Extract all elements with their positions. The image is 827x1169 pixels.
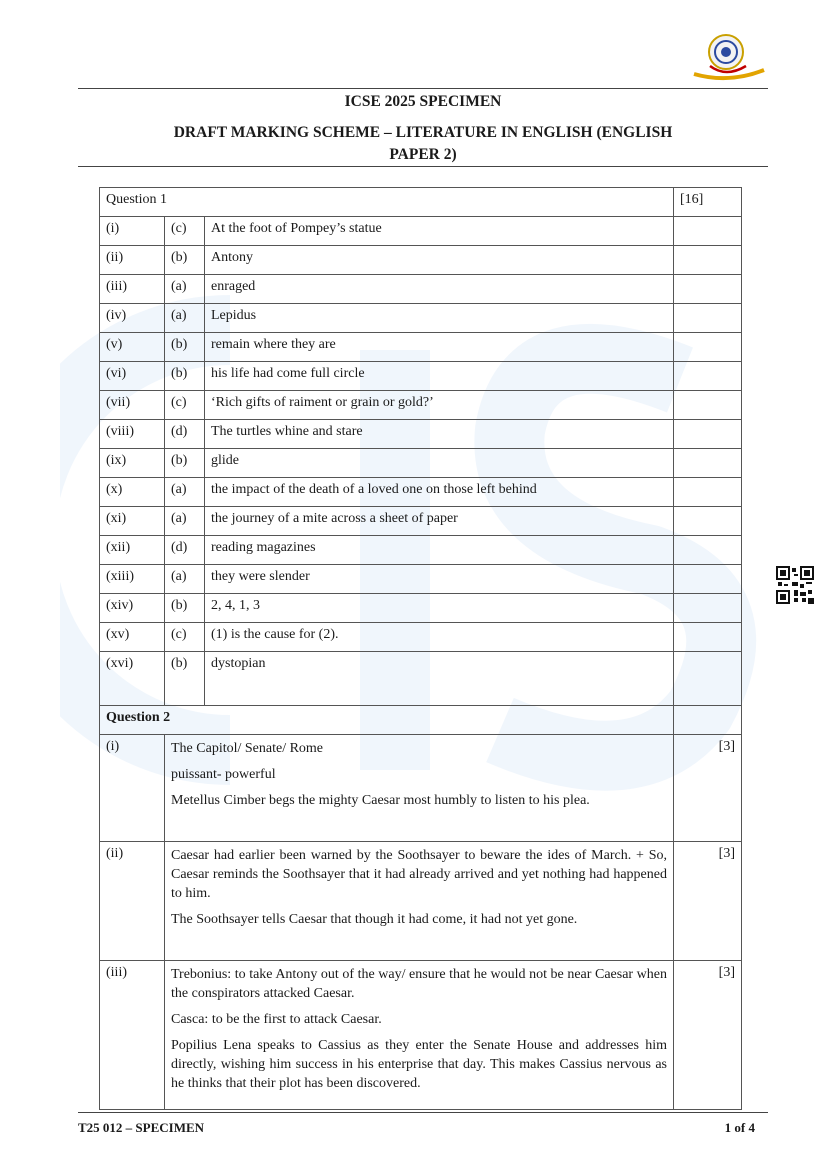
question-2-header-row (100, 706, 742, 735)
item-marks-cell (674, 594, 742, 623)
table-row (100, 246, 742, 275)
table-row (100, 420, 742, 449)
item-number: (x) (100, 478, 165, 507)
item-option: (a) (165, 565, 205, 594)
item-marks-cell (674, 246, 742, 275)
table-row (100, 536, 742, 565)
part-answer (165, 842, 674, 961)
answer-line: The Soothsayer tells Caesar that though it had come, it had not yet gone. (171, 912, 578, 927)
item-option: (b) (165, 333, 205, 362)
page-subtitle-line1: DRAFT MARKING SCHEME – LITERATURE IN ENGLISH (ENGLISH (173, 124, 673, 141)
footer-rule (78, 1112, 768, 1113)
question-1-header-row (100, 188, 742, 217)
item-answer: At the foot of Pompey’s statue (205, 217, 674, 246)
table-row (100, 961, 742, 1110)
table-row (100, 275, 742, 304)
page-title: ICSE 2025 SPECIMEN (344, 93, 502, 110)
item-answer: reading magazines (205, 536, 674, 565)
part-answer (165, 961, 674, 1110)
marking-scheme-table (99, 187, 742, 1110)
item-answer: dystopian (205, 652, 674, 706)
item-answer: Antony (205, 246, 674, 275)
item-number: (xvi) (100, 652, 165, 706)
subtitle-rule (78, 166, 768, 167)
item-option: (d) (165, 536, 205, 565)
item-answer: the journey of a mite across a sheet of paper (205, 507, 674, 536)
table-row (100, 217, 742, 246)
table-row (100, 391, 742, 420)
item-number: (vii) (100, 391, 165, 420)
item-marks-cell (674, 391, 742, 420)
answer-line: Caesar had earlier been warned by the Soothsayer to beware the ides of March. + So, Caesar reminds the Soothsayer that it had already arrived and yet nothing had happened to him. (171, 848, 667, 901)
item-number: (v) (100, 333, 165, 362)
question-1-label: Question 1 (100, 188, 674, 217)
item-answer: they were slender (205, 565, 674, 594)
item-option: (b) (165, 449, 205, 478)
item-answer: The turtles whine and stare (205, 420, 674, 449)
item-marks-cell (674, 275, 742, 304)
page-number: 1 of 4 (724, 1120, 755, 1135)
table-row (100, 565, 742, 594)
table-row (100, 478, 742, 507)
item-answer: 2, 4, 1, 3 (205, 594, 674, 623)
answer-line: Casca: to be the first to attack Caesar. (171, 1012, 382, 1027)
table-row (100, 594, 742, 623)
page-subtitle (78, 122, 768, 166)
answer-line: Popilius Lena speaks to Cassius as they enter the Senate House and addresses him directly, wishing him success in his enterprise that day. This makes Cassius nervous as he thinks that their plot has been discovered. (171, 1038, 667, 1091)
part-marks: [3] (674, 842, 742, 961)
table-row (100, 623, 742, 652)
item-number: (xiv) (100, 594, 165, 623)
item-answer: his life had come full circle (205, 362, 674, 391)
item-option: (a) (165, 478, 205, 507)
item-number: (i) (100, 217, 165, 246)
table-row (100, 652, 742, 706)
table-row (100, 842, 742, 961)
cisce-logo-icon (690, 30, 768, 82)
table-row (100, 362, 742, 391)
question-2-marks-cell (674, 706, 742, 735)
item-marks-cell (674, 507, 742, 536)
item-marks-cell (674, 304, 742, 333)
item-marks-cell (674, 536, 742, 565)
item-marks-cell (674, 565, 742, 594)
item-option: (b) (165, 652, 205, 706)
item-number: (xi) (100, 507, 165, 536)
item-marks-cell (674, 333, 742, 362)
item-option: (a) (165, 507, 205, 536)
part-marks: [3] (674, 735, 742, 842)
item-number: (xii) (100, 536, 165, 565)
item-answer: glide (205, 449, 674, 478)
item-marks-cell (674, 420, 742, 449)
item-number: (ii) (100, 246, 165, 275)
table-row (100, 449, 742, 478)
table-row (100, 304, 742, 333)
qr-code-icon (776, 566, 814, 604)
item-marks-cell (674, 652, 742, 706)
item-option: (a) (165, 275, 205, 304)
footer-code: T25 012 – SPECIMEN (78, 1120, 205, 1135)
part-number: (ii) (100, 842, 165, 961)
item-number: (viii) (100, 420, 165, 449)
item-number: (xiii) (100, 565, 165, 594)
item-answer: the impact of the death of a loved one on those left behind (205, 478, 674, 507)
item-marks-cell (674, 478, 742, 507)
item-marks-cell (674, 362, 742, 391)
item-answer: (1) is the cause for (2). (205, 623, 674, 652)
answer-line: puissant- powerful (171, 767, 276, 782)
page-subtitle-line2: PAPER 2) (389, 146, 457, 163)
question-1-marks: [16] (674, 188, 742, 217)
item-number: (ix) (100, 449, 165, 478)
answer-line: Trebonius: to take Antony out of the way/ ensure that he would not be near Caesar when the conspirators attacked Caesar. (171, 967, 667, 1001)
item-answer: enraged (205, 275, 674, 304)
item-option: (c) (165, 623, 205, 652)
item-number: (xv) (100, 623, 165, 652)
question-2-label: Question 2 (100, 706, 674, 735)
table-row (100, 735, 742, 842)
table-row (100, 333, 742, 362)
item-marks-cell (674, 217, 742, 246)
item-marks-cell (674, 623, 742, 652)
item-option: (b) (165, 594, 205, 623)
item-option: (a) (165, 304, 205, 333)
item-answer: remain where they are (205, 333, 674, 362)
table-row (100, 507, 742, 536)
item-answer: Lepidus (205, 304, 674, 333)
part-marks: [3] (674, 961, 742, 1110)
item-number: (vi) (100, 362, 165, 391)
part-number: (i) (100, 735, 165, 842)
header-rule (78, 88, 768, 89)
answer-line: Metellus Cimber begs the mighty Caesar most humbly to listen to his plea. (171, 793, 590, 808)
item-option: (c) (165, 217, 205, 246)
answer-line: The Capitol/ Senate/ Rome (171, 741, 324, 756)
item-option: (b) (165, 362, 205, 391)
item-answer: ‘Rich gifts of raiment or grain or gold?’ (205, 391, 674, 420)
part-number: (iii) (100, 961, 165, 1110)
item-marks-cell (674, 449, 742, 478)
item-option: (c) (165, 391, 205, 420)
item-number: (iv) (100, 304, 165, 333)
item-option: (d) (165, 420, 205, 449)
part-answer (165, 735, 674, 842)
item-number: (iii) (100, 275, 165, 304)
item-option: (b) (165, 246, 205, 275)
